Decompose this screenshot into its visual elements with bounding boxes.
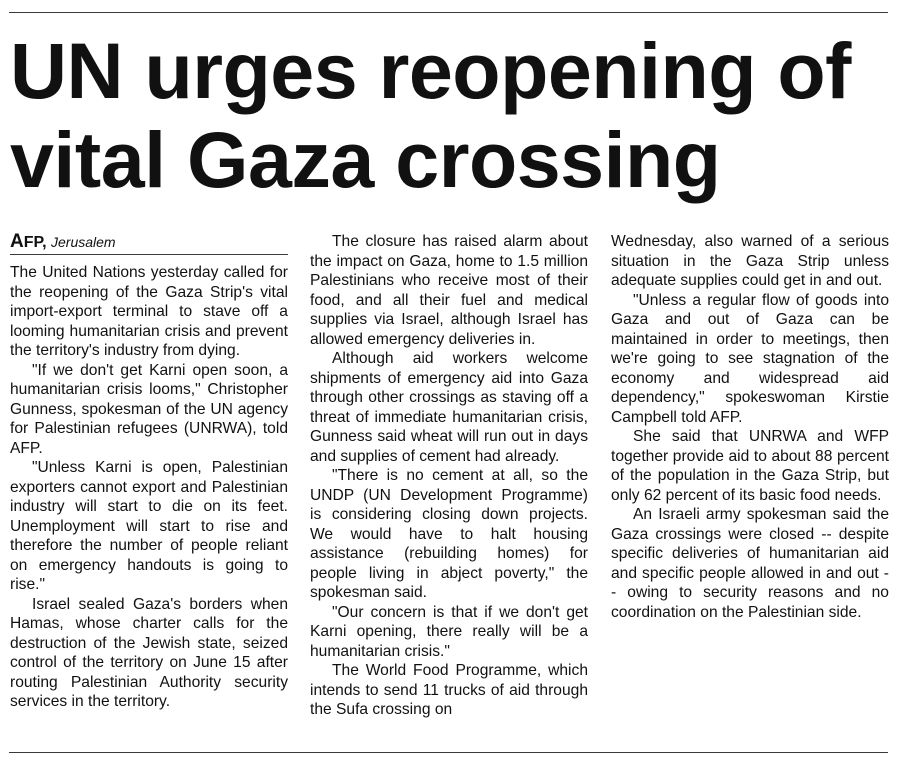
byline-agency: AFP, (10, 231, 52, 252)
column-1 (10, 232, 288, 712)
paragraph: "Unless Karni is open, Palestinian exporters cannot export and Palestinian industry will start to die on its feet. Unemployment will start to rise and therefore the number of people reliant on emergency handouts is going to rise." (10, 459, 288, 593)
paragraph: "Unless a regular flow of goods into Gaza and out of Gaza can be maintained in order to meetings, then we're going to see stagnation of the economy and widespread aid dependency," spokeswoman Kirstie Campbell told AFP. (611, 291, 889, 426)
paragraph: She said that UNRWA and WFP together provide aid to about 88 percent of the population in the Gaza Strip, but only 62 percent of its basic food needs. (611, 428, 889, 504)
paragraph: The closure has raised alarm about the impact on Gaza, home to 1.5 million Palestinians who receive most of their food, and all their fuel and medical supplies via Israel, although Israel has allowed emergency deliveries in. (310, 233, 588, 348)
byline-dateline: Jerusalem (51, 234, 116, 250)
paragraph: "If we don't get Karni open soon, a humanitarian crisis looms," Christopher Gunness, spokesman of the UN agency for Palestinian refugees (UNRWA), told AFP. (10, 361, 288, 457)
paragraph: An Israeli army spokesman said the Gaza crossings were closed -- despite specific deliveries of humanitarian aid and specific people allowed in and out -- owing to security reasons and no coordination on the Palestinian side. (611, 506, 889, 621)
column-3 (611, 232, 889, 622)
bottom-rule (9, 752, 888, 753)
paragraph: "Our concern is that if we don't get Karni opening, there really will be a humanitarian crisis." (310, 603, 588, 660)
top-rule (9, 12, 888, 13)
headline-line-2: vital Gaza crossing (10, 115, 721, 204)
byline (10, 232, 288, 255)
paragraph: The World Food Programme, which intends to send 11 trucks of aid through the Sufa crossing on (310, 662, 588, 718)
paragraph: Wednesday, also warned of a serious situation in the Gaza Strip unless adequate supplies could get in and out. (611, 233, 889, 289)
headline (10, 26, 890, 204)
paragraph: Israel sealed Gaza's borders when Hamas, whose charter calls for the destruction of the Jewish state, seized control of the territory on June 15 after routing Palestinian Authority security services in the territory. (10, 595, 288, 710)
paragraph: "There is no cement at all, so the UNDP (UN Development Programme) is considering closing down projects. We would have to halt housing assistance (rebuilding homes) for people living in abject poverty," the spokesman said. (310, 467, 588, 601)
paragraph: Although aid workers welcome shipments of emergency aid into Gaza through other crossings as staving off a threat of immediate humanitarian crisis, Gunness said wheat will run out in days and supplies of cement had already. (310, 350, 588, 465)
headline-line-1: UN urges reopening of (10, 26, 851, 115)
column-2 (310, 232, 588, 720)
paragraph: The United Nations yesterday called for the reopening of the Gaza Strip's vital import-export terminal to stave off a looming humanitarian crisis and prevent the territory's industry from dying. (10, 264, 288, 359)
